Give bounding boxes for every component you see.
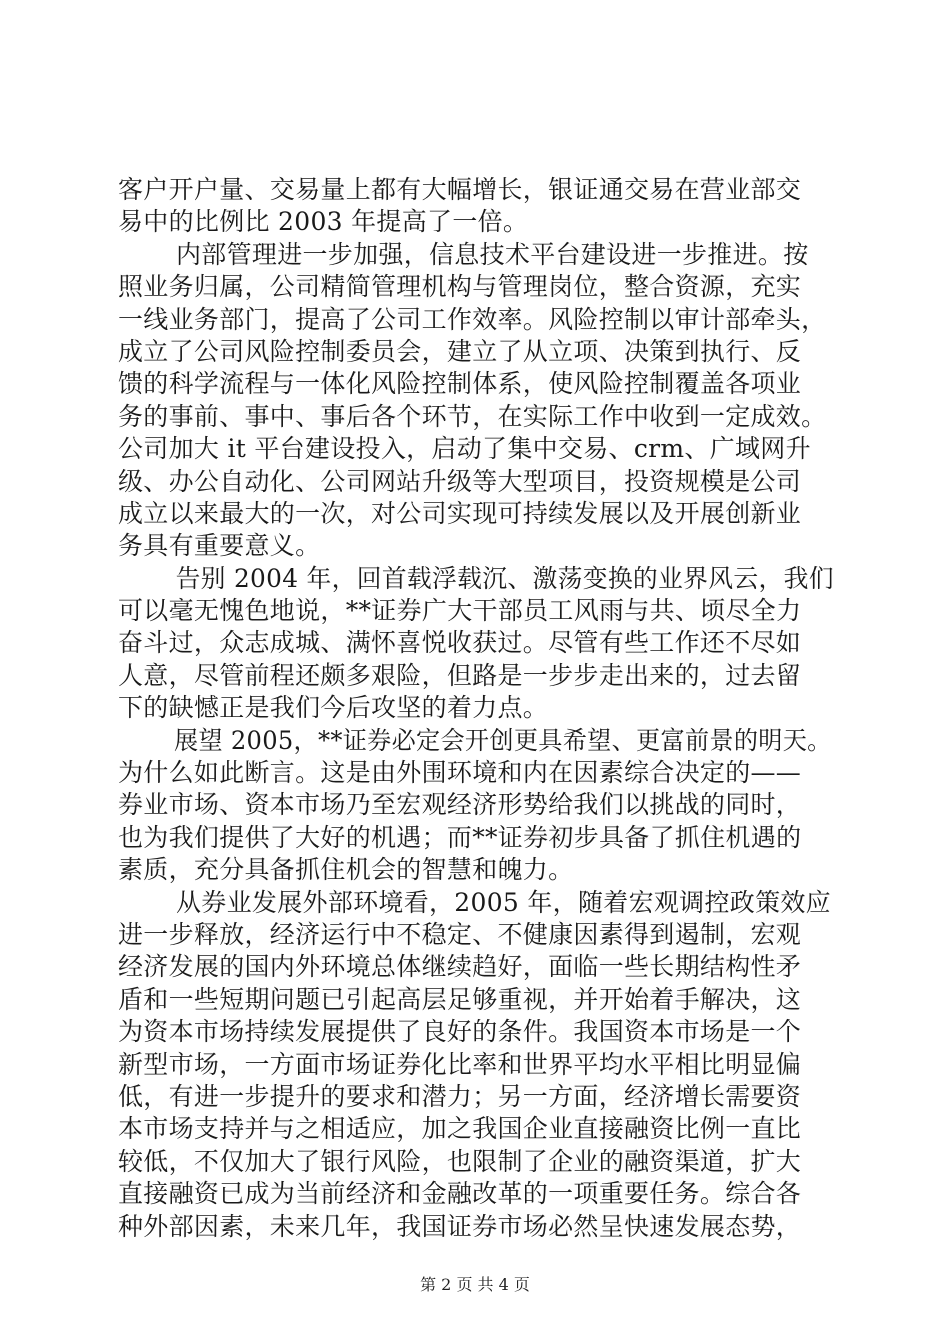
text-line: 公司加大 it 平台建设投入，启动了集中交易、crm、广域网升 — [118, 434, 811, 464]
text-line: 较低，不仅加大了银行风险，也限制了企业的融资渠道，扩大 — [118, 1146, 802, 1176]
text-line: 成立以来最大的一次，对公司实现可持续发展以及开展创新业 — [118, 498, 802, 528]
text-line: 馈的科学流程与一体化风险控制体系，使风险控制覆盖各项业 — [118, 369, 802, 399]
text-line: 本市场支持并与之相适应，加之我国企业直接融资比例一直比 — [118, 1114, 802, 1144]
text-line: 级、办公自动化、公司网站升级等大型项目，投资规模是公司 — [118, 466, 802, 496]
text-line: 券业市场、资本市场乃至宏观经济形势给我们以挑战的同时， — [118, 790, 802, 820]
text-line: 务具有重要意义。 — [118, 531, 321, 561]
text-line: 低，有进一步提升的要求和潜力；另一方面，经济增长需要资 — [118, 1081, 802, 1111]
text-line: 人意，尽管前程还颇多艰险，但路是一步步走出来的，过去留 — [118, 660, 802, 690]
text-line: 种外部因素，未来几年，我国证券市场必然呈快速发展态势， — [118, 1211, 802, 1241]
paragraph-first-line: 展望 2005，**证券必定会开创更具希望、更富前景的明天。 — [174, 725, 832, 755]
page-footer: 第 2 页 共 4 页 — [420, 1275, 530, 1294]
text-line: 为资本市场持续发展提供了良好的条件。我国资本市场是一个 — [118, 1017, 802, 1047]
text-line: 一线业务部门，提高了公司工作效率。风险控制以审计部牵头， — [118, 304, 827, 334]
text-line: 新型市场，一方面市场证券化比率和世界平均水平相比明显偏 — [118, 1049, 802, 1079]
text-line: 进一步释放，经济运行中不稳定、不健康因素得到遏制，宏观 — [118, 919, 802, 949]
text-line: 照业务归属，公司精简管理机构与管理岗位，整合资源，充实 — [118, 272, 802, 302]
text-line: 奋斗过，众志成城、满怀喜悦收获过。尽管有些工作还不尽如 — [118, 628, 802, 658]
text-line: 易中的比例比 2003 年提高了一倍。 — [118, 207, 529, 237]
text-line: 盾和一些短期问题已引起高层足够重视，并开始着手解决，这 — [118, 984, 802, 1014]
paragraph-first-line: 告别 2004 年，回首载浮载沉、激荡变换的业界风云，我们 — [175, 563, 834, 593]
text-line: 客户开户量、交易量上都有大幅增长，银证通交易在营业部交 — [118, 175, 802, 204]
text-line: 可以毫无愧色地说，**证券广大干部员工风雨与共、顷尽全力 — [118, 596, 802, 626]
text-line: 也为我们提供了大好的机遇；而**证券初步具备了抓住机遇的 — [118, 822, 802, 852]
text-line: 经济发展的国内外环境总体继续趋好，面临一些长期结构性矛 — [118, 952, 802, 982]
text-line: 务的事前、事中、事后各个环节，在实际工作中收到一定成效。 — [118, 401, 827, 431]
body-text — [118, 174, 834, 1243]
text-line: 素质，充分具备抓住机会的智慧和魄力。 — [118, 855, 574, 885]
text-line: 成立了公司风险控制委员会，建立了从立项、决策到执行、反 — [118, 336, 802, 366]
paragraph-first-line: 内部管理进一步加强，信息技术平台建设进一步推进。按 — [176, 239, 809, 269]
paragraph-first-line: 从券业发展外部环境看，2005 年，随着宏观调控政策效应 — [176, 887, 831, 917]
text-line: 直接融资已成为当前经济和金融改革的一项重要任务。综合各 — [118, 1179, 802, 1209]
text-line: 下的缺憾正是我们今后攻坚的着力点。 — [118, 693, 549, 723]
text-line: 为什么如此断言。这是由外围环境和内在因素综合决定的—— — [118, 758, 802, 788]
